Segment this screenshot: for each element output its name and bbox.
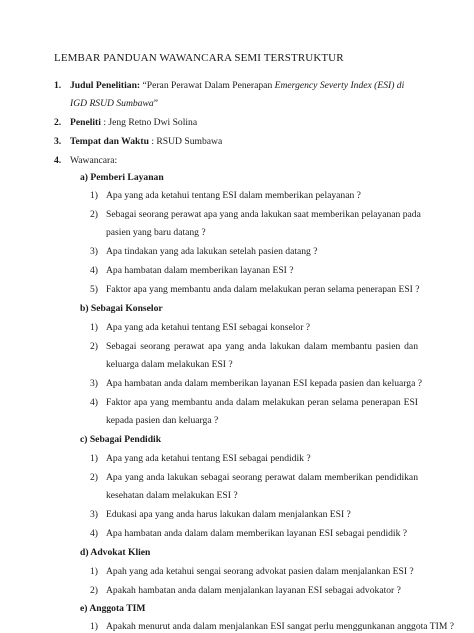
- item-label: Peneliti: [70, 117, 101, 128]
- section-heading: c) Sebagai Pendidik: [80, 434, 162, 445]
- question-text-cont: pasien yang baru datang ?: [106, 227, 206, 238]
- question-number: 4): [90, 265, 98, 276]
- item-tempat: [70, 136, 222, 148]
- question-number: 1): [90, 566, 98, 577]
- item-number: 1.: [54, 80, 62, 91]
- question-text: Apah yang ada ketahui sengai seorang advokat pasien dalam menjalankan ESI ?: [106, 566, 414, 577]
- item-number: 2.: [54, 117, 62, 128]
- question-number: 1): [90, 621, 98, 632]
- item-judul: [70, 80, 404, 92]
- item-number: 3.: [54, 136, 62, 147]
- item-number: 4.: [54, 155, 62, 166]
- question-number: 1): [90, 453, 98, 464]
- question-number: 3): [90, 378, 98, 389]
- question-number: 4): [90, 528, 98, 539]
- question-text: Apa yang ada ketahui tentang ESI dalam memberikan pelayanan ?: [106, 190, 361, 201]
- section-heading: d) Advokat Klien: [80, 547, 151, 558]
- section-heading: a) Pemberi Layanan: [80, 172, 164, 183]
- question-number: 2): [90, 341, 98, 352]
- question-text-cont: keluarga dalam melakukan ESI ?: [106, 359, 233, 370]
- item-label: Wawancara:: [70, 155, 118, 166]
- item-value: : RSUD Sumbawa: [151, 136, 223, 147]
- item-judul-cont: [70, 98, 158, 110]
- question-number: 1): [90, 190, 98, 201]
- question-number: 2): [90, 472, 98, 483]
- question-text: Apakah hambatan anda dalam menjalankan layanan ESI sebagai advokator ?: [106, 585, 401, 596]
- question-text: Apa hambatan anda dalam dalam memberikan layanan ESI sebagai pendidik ?: [106, 528, 408, 539]
- section-heading: b) Sebagai Konselor: [80, 303, 163, 314]
- section-heading: e) Anggota TIM: [80, 603, 146, 614]
- question-text: Faktor apa yang membantu anda dalam melakukan peran selama penerapan ESI: [106, 397, 418, 408]
- question-number: 5): [90, 284, 98, 295]
- question-text: Apa yang ada ketahui tentang ESI sebagai pendidik ?: [106, 453, 311, 464]
- item-value: “Peran Perawat Dalam Penerapan: [142, 80, 275, 91]
- question-text: Apa hambatan dalam memberikan layanan ESI ?: [106, 265, 294, 276]
- question-text: Apa yang anda lakukan sebagai seorang perawat dalam memberikan pendidikan: [106, 472, 418, 483]
- question-text: Edukasi apa yang anda harus lakukan dalam menjalankan ESI ?: [106, 509, 351, 520]
- question-text: Apakah menurut anda dalam menjalankan ESI sangat perlu menggunkanan anggota TIM ?: [106, 621, 455, 632]
- question-number: 1): [90, 322, 98, 333]
- item-label: Tempat dan Waktu: [70, 136, 149, 147]
- item-label: Judul Penelitian:: [70, 80, 141, 91]
- question-number: 2): [90, 585, 98, 596]
- question-text: Sebagai seorang perawat apa yang anda lakukan dalam membantu pasien dan: [106, 341, 418, 352]
- item-peneliti: [70, 117, 197, 129]
- item-value: : Jeng Retno Dwi Solina: [103, 117, 198, 128]
- question-text: Apa hambatan anda dalam memberikan layanan ESI kepada pasien dan keluarga ?: [106, 378, 423, 389]
- question-number: 3): [90, 509, 98, 520]
- question-text-cont: kepada pasien dan keluarga ?: [106, 415, 219, 426]
- question-number: 2): [90, 209, 98, 220]
- item-value-italic: Emergency Severty Index (ESI) di: [274, 80, 405, 91]
- question-text: Apa tindakan yang ada lakukan setelah pasien datang ?: [106, 246, 318, 257]
- document-title: LEMBAR PANDUAN WAWANCARA SEMI TERSTRUKTUR: [54, 52, 344, 64]
- item-value: ”: [153, 98, 158, 109]
- question-text: Faktor apa yang membantu anda dalam melakukan peran selama penerapan ESI ?: [106, 284, 420, 295]
- item-wawancara: [70, 155, 117, 167]
- item-value-italic: IGD RSUD Sumbawa: [70, 98, 154, 109]
- question-number: 4): [90, 397, 98, 408]
- question-text: Apa yang ada ketahui tentang ESI sebagai konselor ?: [106, 322, 311, 333]
- question-text-cont: kesehatan dalam melakukan ESI ?: [106, 490, 238, 501]
- question-text: Sebagai seorang perawat apa yang anda lakukan saat memberikan pelayanan pada: [106, 209, 421, 220]
- question-number: 3): [90, 246, 98, 257]
